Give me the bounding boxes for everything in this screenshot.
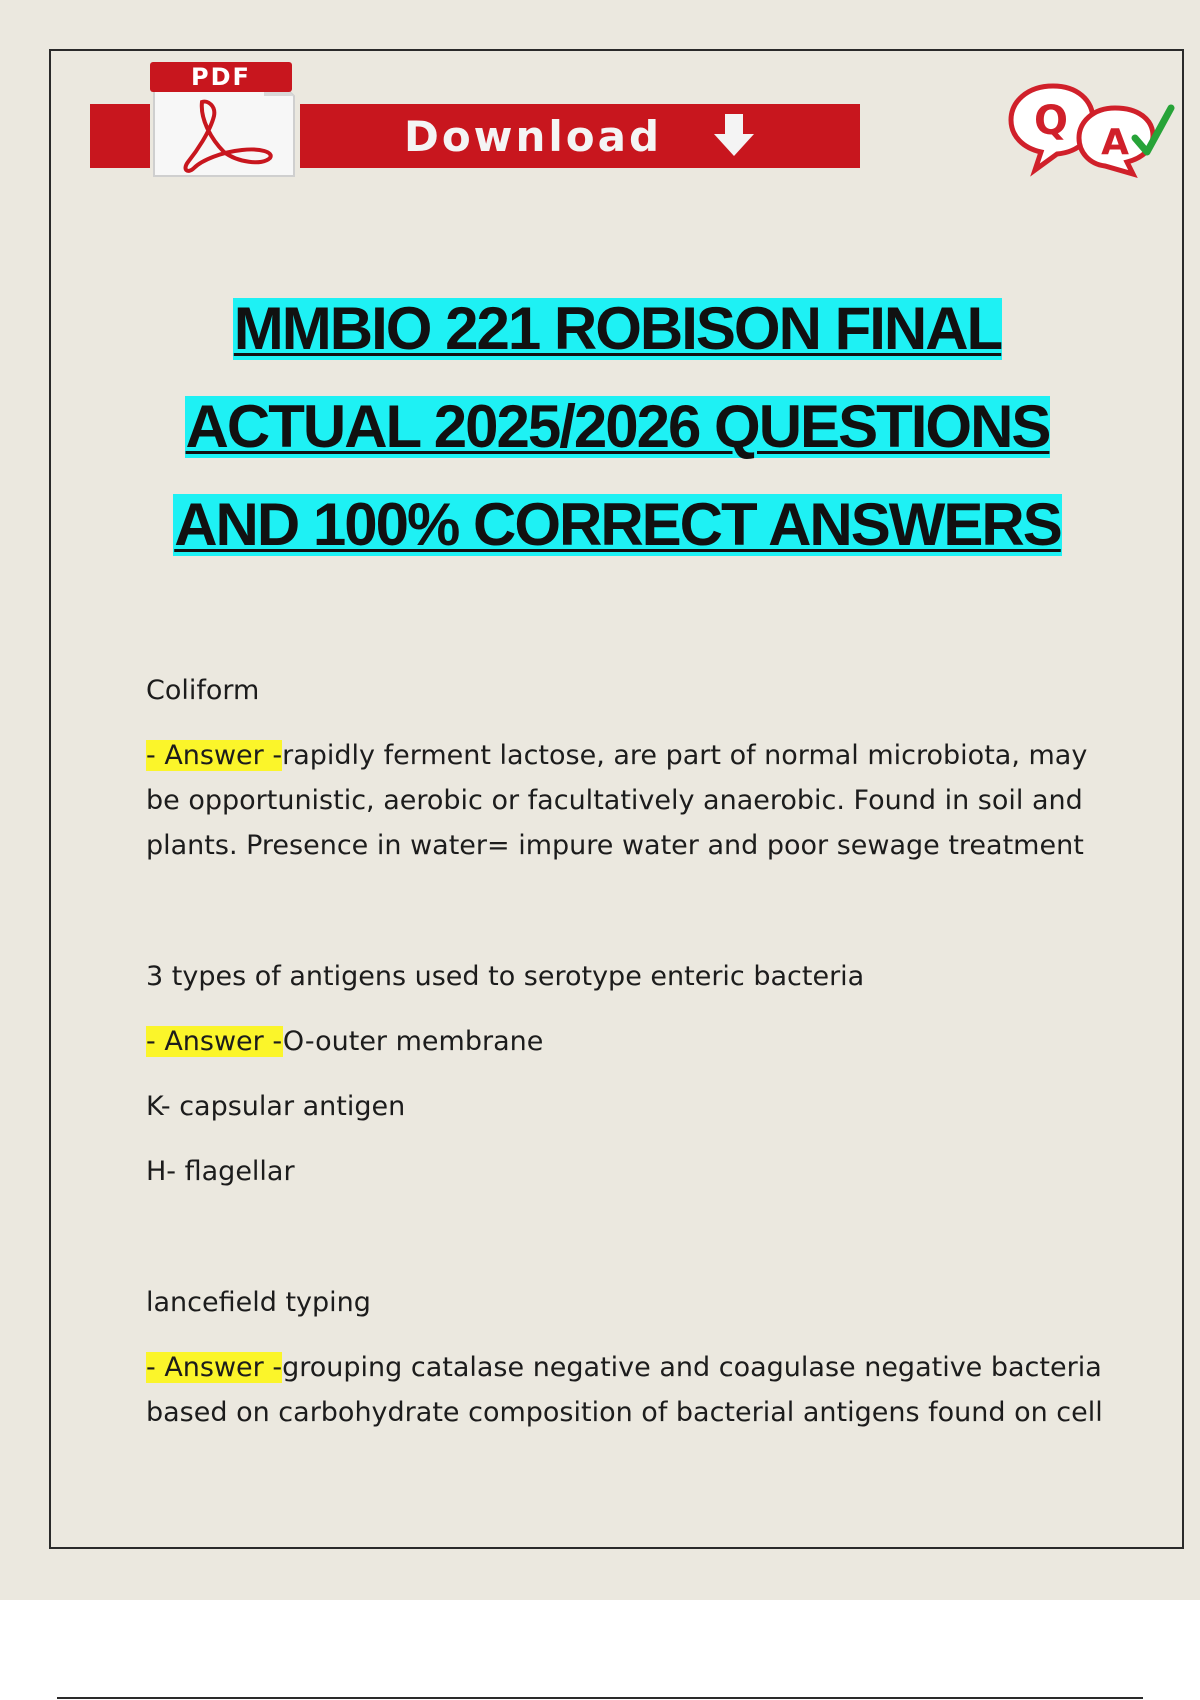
answer-text: - Answer -rapidly ferment lactose, are part of normal microbiota, may be opportunistic, aerobic or facultatively anaerobic. Found in soil and plants. Presence in water= impure water and poor sewage treatment [146, 740, 1088, 861]
title-line-3: AND 100% CORRECT ANSWERS [174, 491, 1061, 558]
title-line-2: ACTUAL 2025/2026 QUESTIONS [185, 393, 1050, 460]
qa-item [146, 954, 1106, 1194]
qa-content [146, 668, 1106, 1521]
question-term: lancefield typing [146, 1287, 371, 1318]
answer-prefix: - Answer - [146, 1026, 283, 1057]
question-term: 3 types of antigens used to serotype enteric bacteria [146, 961, 865, 992]
bottom-divider [57, 1697, 1143, 1699]
qa-item [146, 668, 1106, 868]
down-arrow-icon [712, 112, 756, 160]
pdf-download-banner[interactable] [90, 60, 860, 180]
answer-extra-line: H- flagellar [146, 1156, 295, 1187]
qa-logo-q: Q [1033, 98, 1069, 144]
download-button[interactable] [300, 104, 860, 168]
document-title [50, 295, 1185, 592]
pdf-file-icon [142, 60, 302, 178]
qa-logo-icon [1005, 78, 1175, 178]
answer-text: - Answer -grouping catalase negative and coagulase negative bacteria based on carbohydrate composition of bacterial antigens found on cell [146, 1352, 1103, 1428]
qa-item [146, 1280, 1106, 1435]
banner-red-bar-left [90, 104, 150, 168]
answer-prefix: - Answer - [146, 1352, 283, 1383]
answer-prefix: - Answer - [146, 740, 283, 771]
question-term: Coliform [146, 675, 260, 706]
answer-extra-line: K- capsular antigen [146, 1091, 406, 1122]
qa-logo-a: A [1101, 122, 1129, 163]
download-label: Download [403, 111, 663, 161]
pdf-tag: PDF [150, 62, 292, 92]
answer-text: - Answer -O-outer membrane [146, 1026, 544, 1057]
title-line-1: MMBIO 221 ROBISON FINAL [233, 295, 1002, 362]
